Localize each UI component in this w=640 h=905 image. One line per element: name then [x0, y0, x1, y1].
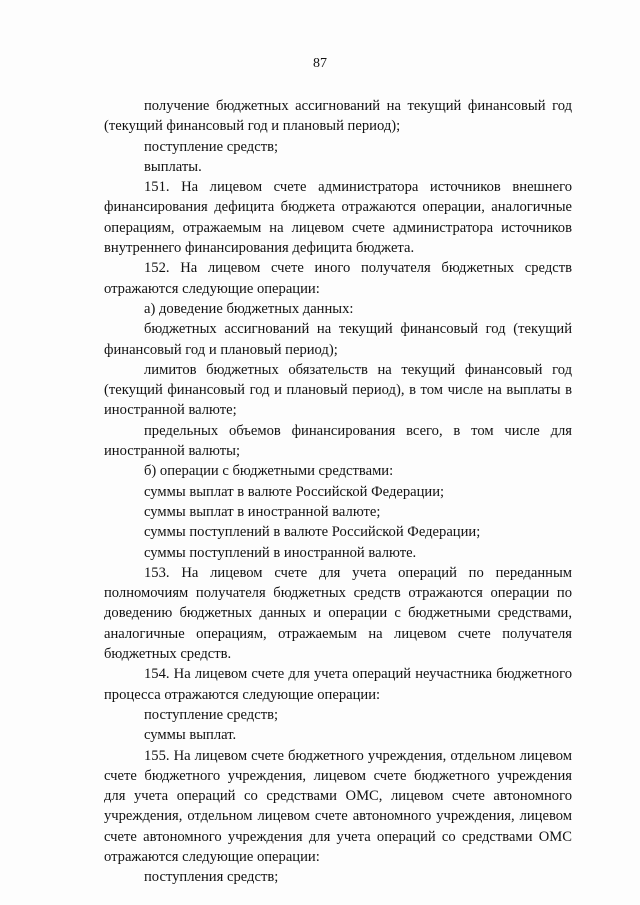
paragraph: б) операции с бюджетными средствами:: [144, 463, 394, 480]
paragraph: 153. На лицевом счете для учета операций по переданным полномочиям получателя бюджетных средств отражаются операции по доведению бюджетных данных и операции с бюджетными средствами, аналогичные операциям, отражаемым на лицевом счете получателя бюджетных средств.: [104, 564, 572, 663]
paragraph: 152. На лицевом счете иного получателя бюджетных средств отражаются следующие операции:: [104, 260, 572, 297]
paragraph: суммы выплат в иностранной валюте;: [144, 503, 381, 520]
paragraph: получение бюджетных ассигнований на текущий финансовый год (текущий финансовый год и плановый период);: [104, 98, 572, 135]
paragraph: выплаты.: [144, 158, 202, 175]
paragraph: предельных объемов финансирования всего, в том числе для иностранной валюты;: [104, 422, 572, 460]
document-body: [104, 96, 572, 888]
paragraph: суммы поступлений в иностранной валюте.: [144, 544, 417, 561]
paragraph: 155. На лицевом счете бюджетного учреждения, отдельном лицевом счете бюджетного учреждения, лицевом счете бюджетного учреждения для учета операций со средствами ОМС, лицевом счете автономного учреждения, отдельном лицевом счете автономного учреждения, лицевом счете автономного учреждения для учета операций со средствами ОМС отражаются следующие операции:: [104, 747, 572, 865]
paragraph: поступление средств;: [144, 138, 279, 155]
paragraph: поступления средств;: [144, 869, 279, 886]
paragraph: суммы выплат в валюте Российской Федерации;: [144, 483, 445, 500]
paragraph: бюджетных ассигнований на текущий финансовый год (текущий финансовый год и плановый период);: [104, 321, 572, 358]
page-number: 87: [313, 56, 327, 71]
paragraph: поступление средств;: [144, 706, 279, 723]
paragraph: 154. На лицевом счете для учета операций неучастника бюджетного процесса отражаются следующие операции:: [104, 666, 572, 703]
paragraph: суммы поступлений в валюте Российской Федерации;: [144, 524, 481, 541]
paragraph: лимитов бюджетных обязательств на текущий финансовый год (текущий финансовый год и плановый период), в том числе на выплаты в иностранной валюте;: [104, 361, 572, 419]
paragraph: суммы выплат.: [144, 727, 237, 744]
paragraph: а) доведение бюджетных данных:: [144, 300, 354, 317]
paragraph: 151. На лицевом счете администратора источников внешнего финансирования дефицита бюджета отражаются операции, аналогичные операциям, отражаемым на лицевом счете администратора источников внутреннего финансирования дефицита бюджета.: [104, 179, 572, 257]
